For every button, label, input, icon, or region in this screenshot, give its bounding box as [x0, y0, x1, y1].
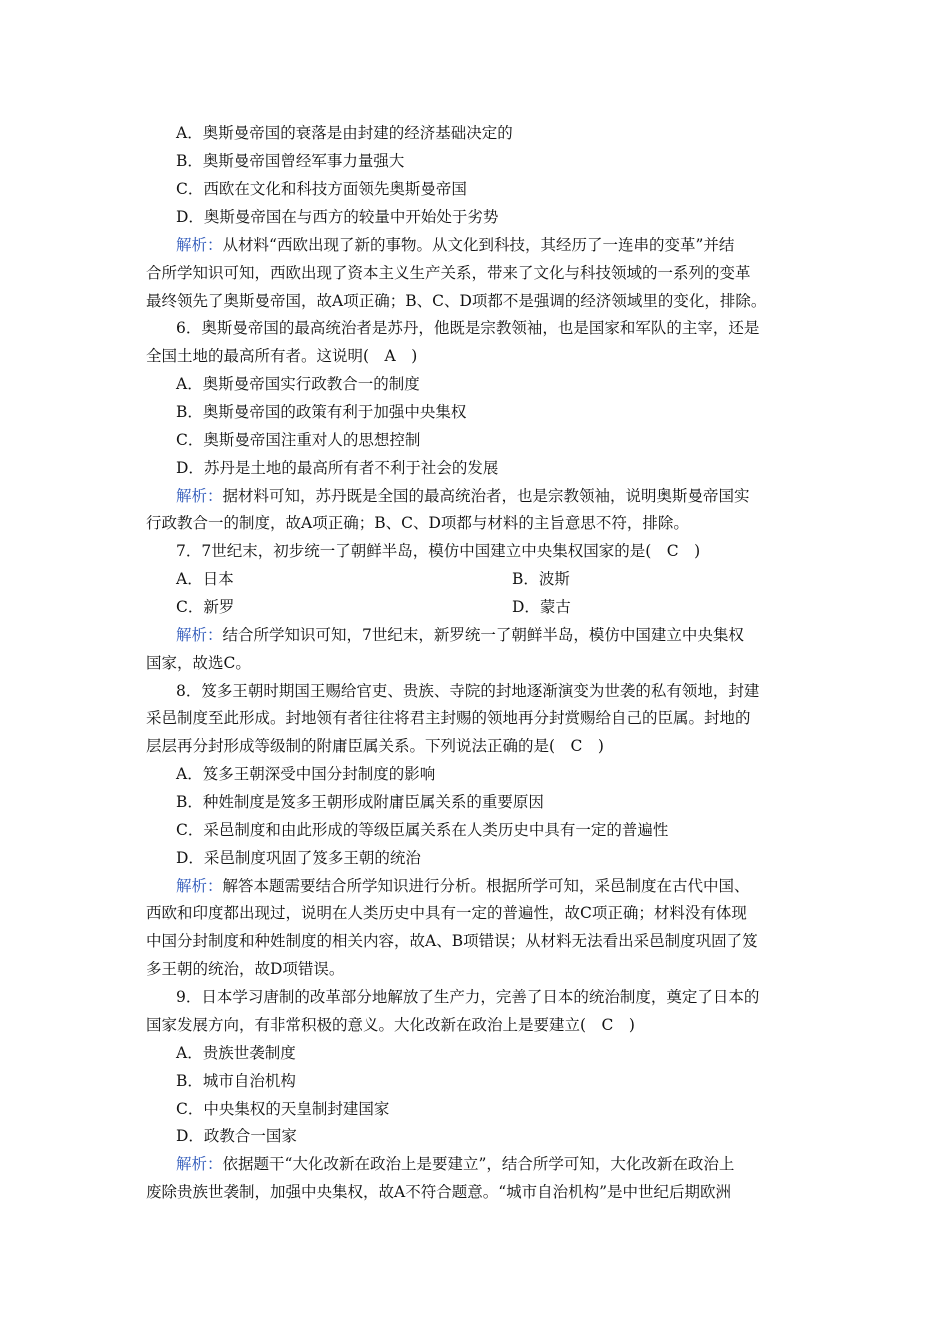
q6-option-b: B．奥斯曼帝国的政策有利于加强中央集权 [176, 403, 467, 421]
q5-option-b: B．奥斯曼帝国曾经军事力量强大 [176, 152, 405, 170]
q8-analysis-line-2: 西欧和印度都出现过，说明在人类历史中具有一定的普遍性，故C项正确；材料没有体现 [146, 904, 747, 922]
q5-analysis-line-1: 解析：从材料“西欧出现了新的事物。从文化到科技，其经历了一连串的变革”并结 [176, 236, 735, 254]
q8-option-a: A．笈多王朝深受中国分封制度的影响 [176, 765, 436, 783]
q8-analysis-line-1: 解析：解答本题需要结合所学知识进行分析。根据所学可知，采邑制度在古代中国、 [176, 877, 750, 895]
q7-option-d: D．蒙古 [512, 598, 571, 616]
q6-option-a: A．奥斯曼帝国实行政教合一的制度 [176, 375, 420, 393]
q6-stem-line-1: 6．奥斯曼帝国的最高统治者是苏丹，他既是宗教领袖，也是国家和军队的主宰，还是 [176, 319, 760, 337]
q7-analysis-line-1: 解析：结合所学知识可知，7世纪末，新罗统一了朝鲜半岛，模仿中国建立中央集权 [176, 626, 744, 644]
q6-option-c: C．奥斯曼帝国注重对人的思想控制 [176, 431, 421, 449]
q7-analysis-label: 解析： [176, 626, 223, 644]
q8-option-b: B．种姓制度是笈多王朝形成附庸臣属关系的重要原因 [176, 793, 544, 811]
q9-stem-line-2: 国家发展方向，有非常积极的意义。大化改新在政治上是要建立( C ) [146, 1016, 635, 1034]
q8-option-d: D．采邑制度巩固了笈多王朝的统治 [176, 849, 421, 867]
q7-option-b: B．波斯 [512, 570, 570, 588]
q7-stem: 7．7世纪末，初步统一了朝鲜半岛，模仿中国建立中央集权国家的是( C ) [176, 542, 701, 560]
q5-option-c: C．西欧在文化和科技方面领先奥斯曼帝国 [176, 180, 467, 198]
q9-stem-line-1: 9．日本学习唐制的改革部分地解放了生产力，完善了日本的统治制度，奠定了日本的 [176, 988, 760, 1006]
q9-option-b: B．城市自治机构 [176, 1072, 296, 1090]
q5-option-a: A．奥斯曼帝国的衰落是由封建的经济基础决定的 [176, 124, 513, 142]
q9-analysis-line-1: 解析：依据题干“大化改新在政治上是要建立”，结合所学可知，大化改新在政治上 [176, 1155, 735, 1173]
q6-analysis-line-2: 行政教合一的制度，故A项正确；B、C、D项都与材料的主旨意思不符，排除。 [146, 514, 689, 532]
q7-analysis-line-2: 国家，故选C。 [146, 654, 251, 672]
q6-option-d: D．苏丹是土地的最高所有者不利于社会的发展 [176, 459, 499, 477]
q7-option-a: A．日本 [176, 570, 234, 588]
q5-analysis-label: 解析： [176, 236, 223, 254]
q8-analysis-line-4: 多王朝的统治，故D项错误。 [146, 960, 345, 978]
q6-stem-line-2: 全国土地的最高所有者。这说明( A ) [146, 347, 418, 365]
q8-option-c: C．采邑制度和由此形成的等级臣属关系在人类历史中具有一定的普遍性 [176, 821, 669, 839]
q6-analysis-line-1: 解析：据材料可知，苏丹既是全国的最高统治者，也是宗教领袖，说明奥斯曼帝国实 [176, 487, 750, 505]
q5-option-d: D．奥斯曼帝国在与西方的较量中开始处于劣势 [176, 208, 499, 226]
q6-analysis-label: 解析： [176, 487, 223, 505]
q9-option-c: C．中央集权的天皇制封建国家 [176, 1100, 390, 1118]
q9-option-a: A．贵族世袭制度 [176, 1044, 296, 1062]
q9-analysis-label: 解析： [176, 1155, 223, 1173]
q8-stem-line-3: 层层再分封形成等级制的附庸臣属关系。下列说法正确的是( C ) [146, 737, 604, 755]
q9-option-d: D．政教合一国家 [176, 1127, 297, 1145]
q8-stem-line-2: 采邑制度至此形成。封地领有者往往将君主封赐的领地再分封赏赐给自己的臣属。封地的 [146, 709, 751, 727]
q5-analysis-line-2: 合所学知识可知，西欧出现了资本主义生产关系，带来了文化与科技领域的一系列的变革 [146, 264, 751, 282]
q8-analysis-label: 解析： [176, 877, 223, 895]
q9-analysis-line-2: 废除贵族世袭制，加强中央集权，故A不符合题意。“城市自治机构”是中世纪后期欧洲 [146, 1183, 732, 1201]
q8-stem-line-1: 8．笈多王朝时期国王赐给官吏、贵族、寺院的封地逐渐演变为世袭的私有领地，封建 [176, 682, 760, 700]
q7-option-c: C．新罗 [176, 598, 235, 616]
q8-analysis-line-3: 中国分封制度和种姓制度的相关内容，故A、B项错误；从材料无法看出采邑制度巩固了笈 [146, 932, 758, 950]
q5-analysis-line-3: 最终领先了奥斯曼帝国，故A项正确；B、C、D项都不是强调的经济领域里的变化，排除。 [146, 292, 767, 310]
